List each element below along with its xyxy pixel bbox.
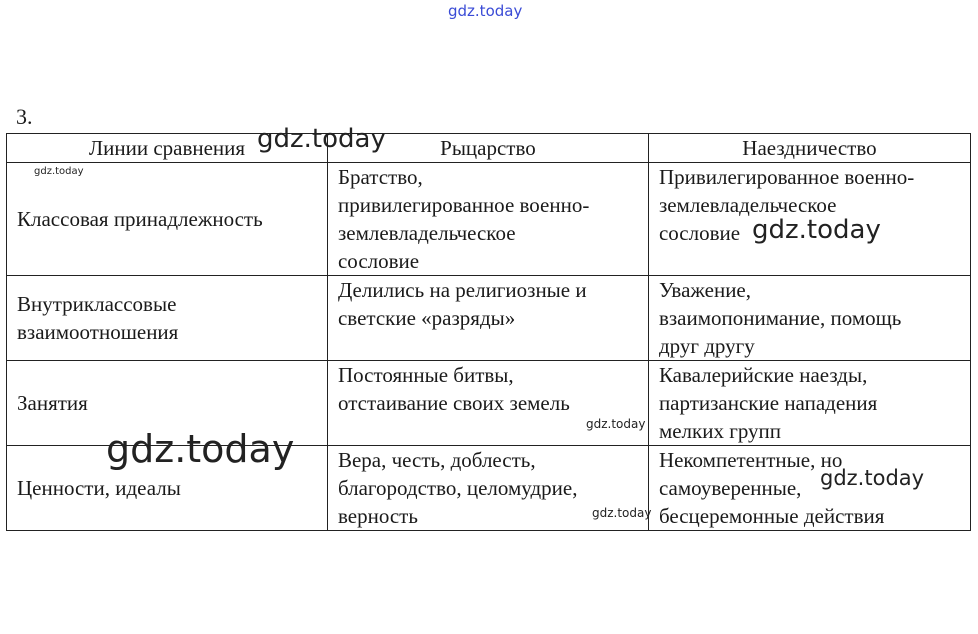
header-criteria: Линии сравнения <box>7 134 328 163</box>
task-number: 3. <box>16 104 33 129</box>
cell-line: партизанские нападения <box>658 391 878 415</box>
watermark: gdz.today <box>586 417 646 431</box>
knighthood-cell <box>327 163 648 276</box>
cell-line: сословие <box>337 249 420 273</box>
cell-line: взаимоотношения <box>17 320 179 344</box>
watermark: gdz.today <box>34 166 84 177</box>
horsemanship-cell <box>648 276 970 361</box>
cell-line: землевладельческое <box>337 221 516 245</box>
cell-line: Некомпетентные, но <box>658 448 843 472</box>
cell-line: Братство, <box>337 165 423 189</box>
watermark: gdz.today <box>592 506 652 520</box>
cell-line: светские «разряды» <box>337 306 516 330</box>
cell-line: землевладельческое <box>658 193 837 217</box>
cell-line: друг другу <box>658 334 755 358</box>
watermark: gdz.today <box>257 124 386 154</box>
horsemanship-cell <box>648 361 970 446</box>
cell-line: Привилегированное военно- <box>658 165 915 189</box>
cell-line: мелких групп <box>658 419 782 443</box>
watermark: gdz.today <box>752 215 881 245</box>
criterion-cell <box>7 163 328 276</box>
cell-line: верность <box>337 504 418 528</box>
table-row <box>7 276 971 361</box>
criterion-text: Занятия <box>17 391 88 415</box>
cell-line: Вера, честь, доблесть, <box>337 448 536 472</box>
cell-line: привилегированное военно- <box>337 193 590 217</box>
table-header-row <box>7 134 971 163</box>
cell-line: Внутриклассовые <box>17 292 177 316</box>
cell-line: Кавалерийские наезды, <box>658 363 868 387</box>
criterion-cell <box>7 276 328 361</box>
cell-line: сословие <box>658 221 741 245</box>
knighthood-cell <box>327 361 648 446</box>
cell-line: Делились на религиозные и <box>337 278 587 302</box>
cell-line: благородство, целомудрие, <box>337 476 578 500</box>
cell-line: Уважение, <box>658 278 751 302</box>
watermark: gdz.today <box>106 427 295 471</box>
header-horsemanship: Наездничество <box>648 134 970 163</box>
watermark: gdz.today <box>820 466 925 490</box>
cell-line: Постоянные битвы, <box>337 363 514 387</box>
cell-line: бесцеремонные действия <box>658 504 885 528</box>
criterion-text: Ценности, идеалы <box>17 476 181 500</box>
watermark-top: gdz.today <box>448 2 523 20</box>
cell-line: самоуверенные, <box>658 476 802 500</box>
knighthood-cell <box>327 276 648 361</box>
header-knighthood: Рыцарство <box>327 134 648 163</box>
criterion-text: Классовая принадлежность <box>17 207 263 231</box>
cell-line: взаимопонимание, помощь <box>658 306 902 330</box>
cell-line: отстаивание своих земель <box>337 391 570 415</box>
